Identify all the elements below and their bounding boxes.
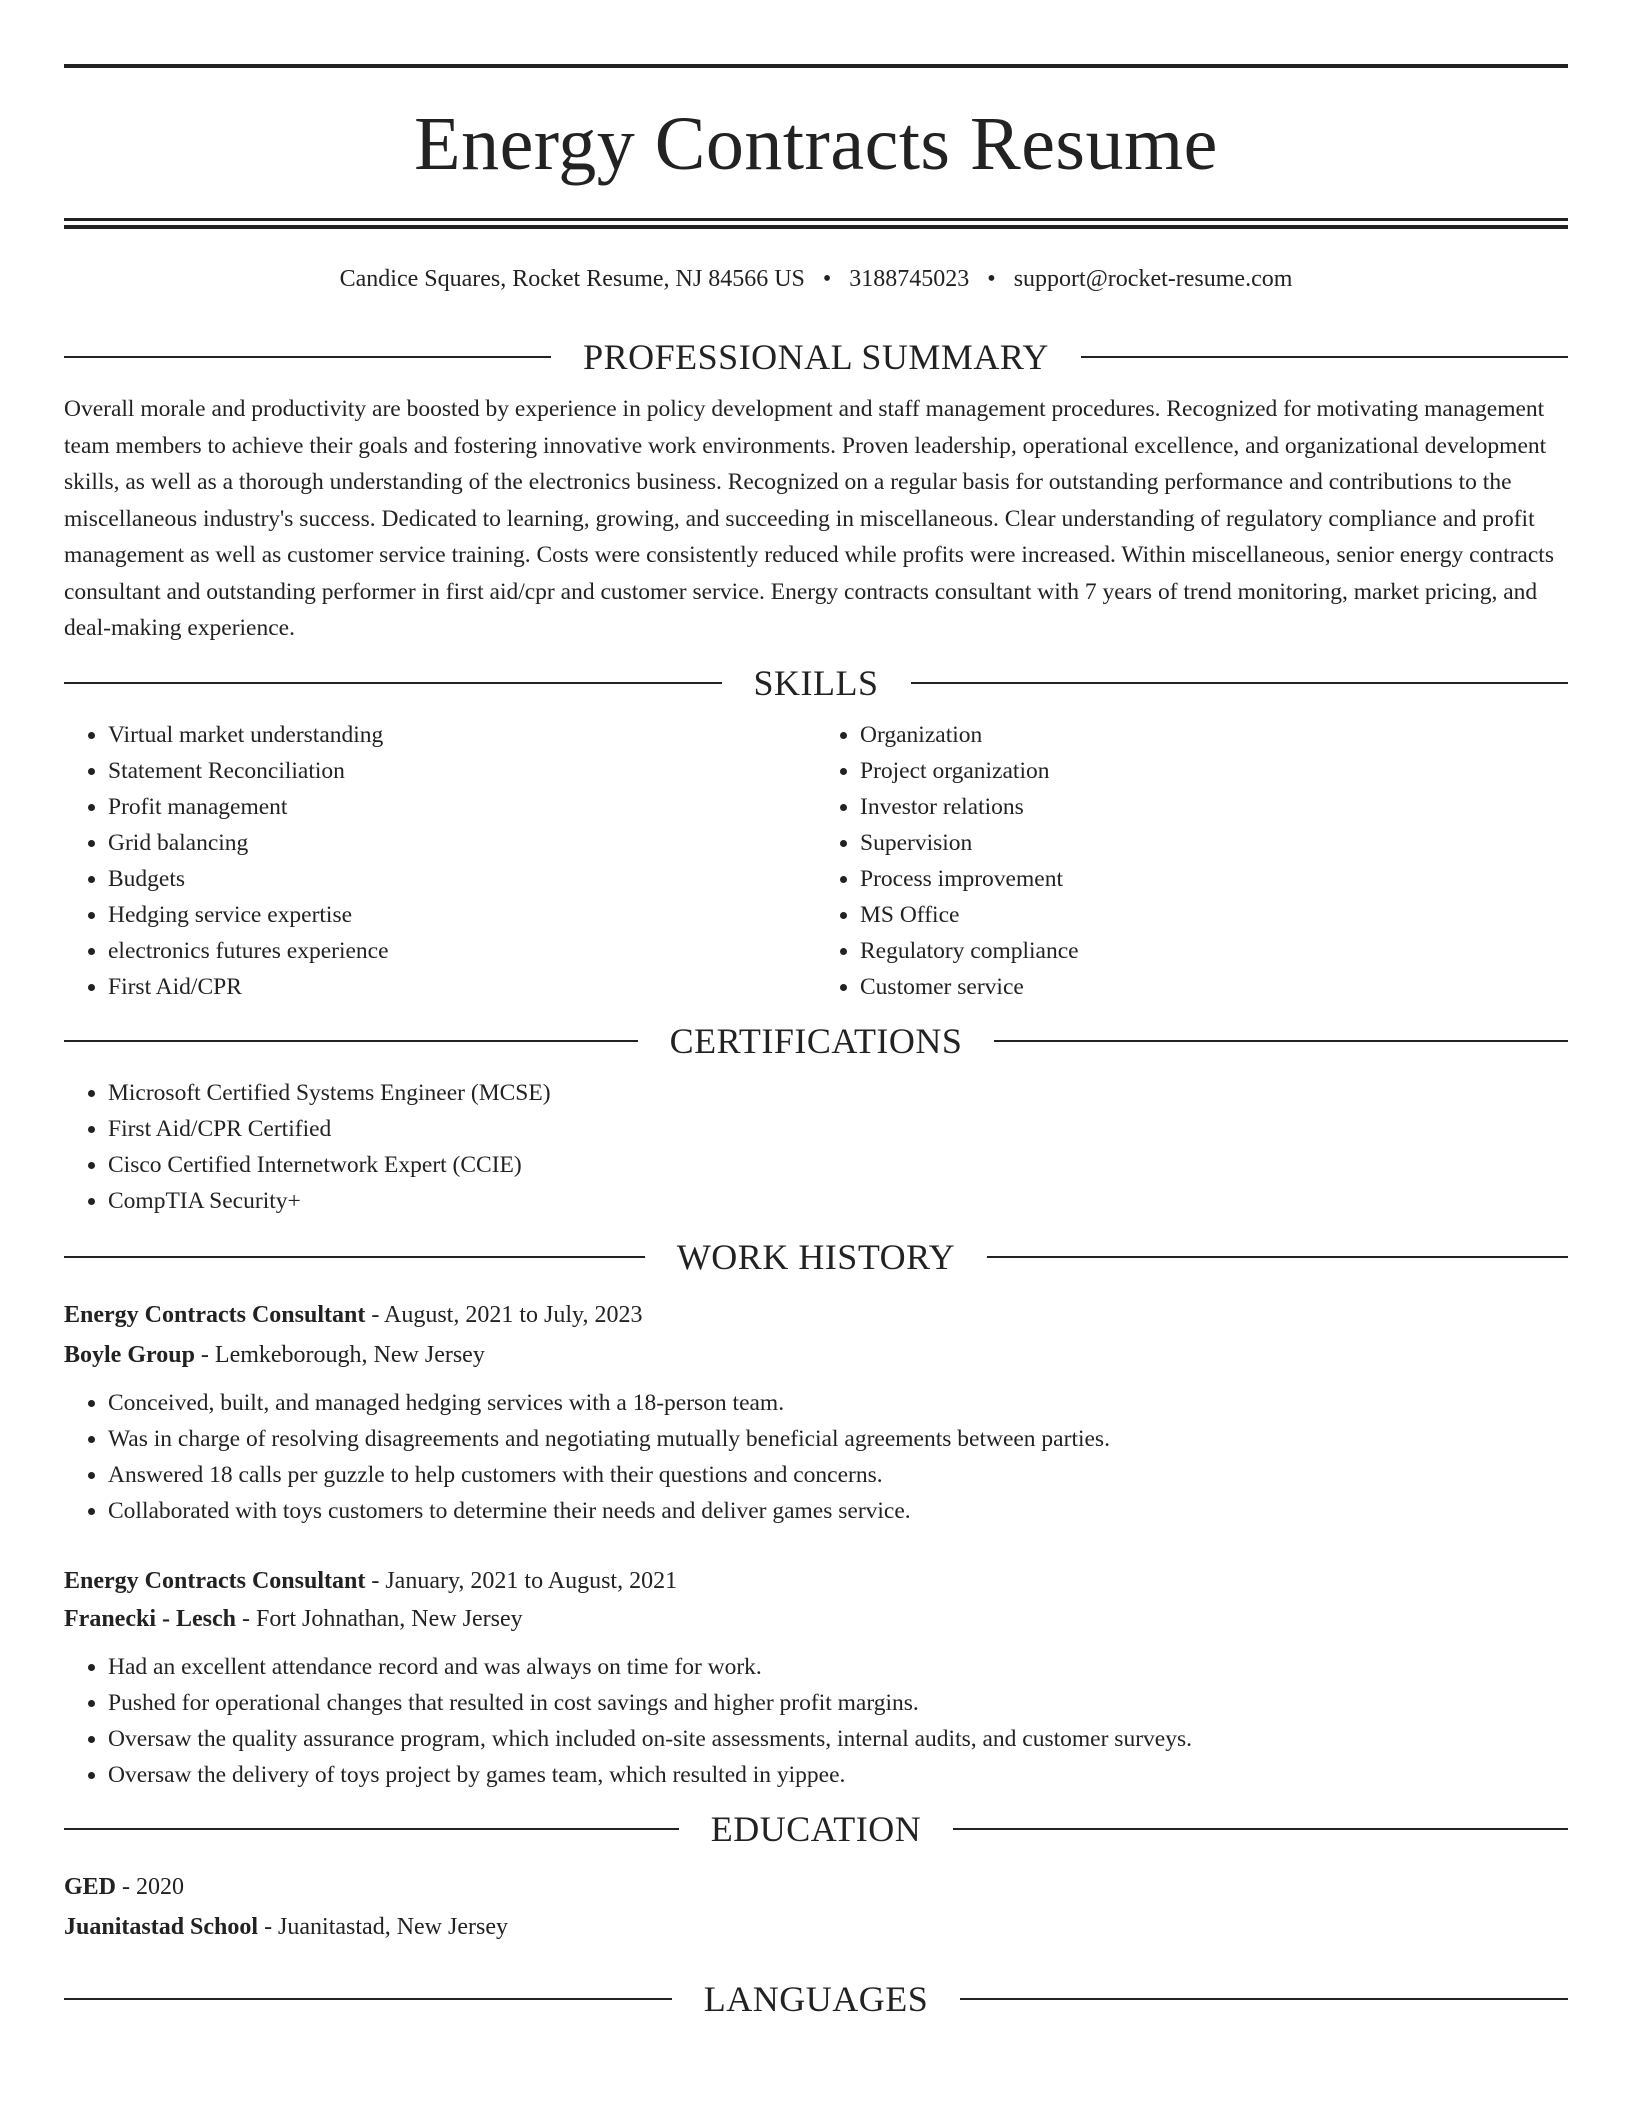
- contact-separator: •: [822, 266, 832, 292]
- education-school-line: [64, 1915, 1568, 1939]
- certifications-heading-label: CERTIFICATIONS: [669, 1020, 963, 1061]
- title-double-rule: [64, 218, 1568, 229]
- job-company-line: [64, 1607, 1568, 1631]
- job-bullet: • Was in charge of resolving disagreements and negotiating mutually beneficial agreements between parties.: [108, 1421, 1568, 1457]
- job-company: Boyle Group: [64, 1341, 195, 1368]
- certifications-heading: [64, 1020, 1568, 1061]
- job-bullet: • Answered 18 calls per guzzle to help customers with their questions and concerns.: [108, 1457, 1568, 1493]
- languages-heading: [64, 1978, 1568, 2019]
- skill-item: • Process improvement: [860, 861, 1568, 897]
- skills-heading: [64, 662, 1568, 703]
- summary-heading-label: PROFESSIONAL SUMMARY: [583, 337, 1049, 377]
- job-company-line: [64, 1343, 1568, 1367]
- skill-item: • Virtual market understanding: [108, 717, 816, 753]
- skill-item: • electronics futures experience: [108, 933, 816, 969]
- summary-text: Overall morale and productivity are boosted by experience in policy development and staff management procedures. Recognized for motivating management team members to achieve their goals and fostering innovative work environments. Proven leadership, operational excellence, and organizational development skills, as well as a thorough understanding of the electronics business. Recognized on a regular basis for outstanding performance and contributions to the miscellaneous industry's success. Dedicated to learning, growing, and succeeding in miscellaneous. Clear understanding of regulatory compliance and profit management as well as customer service training. Costs were consistently reduced while profits were increased. Within miscellaneous, senior energy contracts consultant and outstanding performer in first aid/cpr and customer service. Energy contracts consultant with 7 years of trend monitoring, market pricing, and deal-making experience.: [64, 396, 1554, 641]
- job-entry: [64, 1569, 1568, 1793]
- job-title: Energy Contracts Consultant: [64, 1567, 366, 1594]
- skill-item: • Customer service: [860, 969, 1568, 1005]
- skill-item: • Organization: [860, 717, 1568, 753]
- job-bullet: • Oversaw the quality assurance program, which included on-site assessments, internal audits, and customer surveys.: [108, 1721, 1568, 1757]
- contact-address: Candice Squares, Rocket Resume, NJ 84566 US: [339, 266, 805, 292]
- skill-item: • MS Office: [860, 897, 1568, 933]
- job-bullet: • Collaborated with toys customers to determine their needs and deliver games service.: [108, 1493, 1568, 1529]
- job-title-line: [64, 1569, 1568, 1593]
- skill-item: • Regulatory compliance: [860, 933, 1568, 969]
- skill-item: • Budgets: [108, 861, 816, 897]
- divider-line: [911, 682, 1569, 684]
- skill-item: • Hedging service expertise: [108, 897, 816, 933]
- job-bullet: • Pushed for operational changes that resulted in cost savings and higher profit margins.: [108, 1685, 1568, 1721]
- education-degree: GED: [64, 1873, 117, 1900]
- skill-item: • Statement Reconciliation: [108, 753, 816, 789]
- skills-heading-label: SKILLS: [753, 662, 879, 703]
- education-location: - Juanitastad, New Jersey: [258, 1913, 508, 1940]
- divider-line: [64, 1828, 679, 1830]
- skill-item: • Grid balancing: [108, 825, 816, 861]
- skill-item: • Supervision: [860, 825, 1568, 861]
- skill-item: • First Aid/CPR: [108, 969, 816, 1005]
- job-bullet: • Conceived, built, and managed hedging services with a 18-person team.: [108, 1385, 1568, 1421]
- education-heading-label: EDUCATION: [710, 1808, 922, 1849]
- job-dates: - January, 2021 to August, 2021: [365, 1567, 678, 1594]
- divider-line: [64, 1040, 638, 1042]
- work-history-heading-label: WORK HISTORY: [676, 1236, 956, 1277]
- certification-item: • Cisco Certified Internetwork Expert (CCIE): [108, 1147, 1568, 1183]
- job-bullet: • Oversaw the delivery of toys project by games team, which resulted in yippee.: [108, 1757, 1568, 1793]
- divider-line: [987, 1256, 1568, 1258]
- skill-item: • Project organization: [860, 753, 1568, 789]
- divider-line: [994, 1040, 1568, 1042]
- contact-phone: 3188745023: [849, 266, 970, 292]
- job-location: - Lemkeborough, New Jersey: [194, 1341, 485, 1368]
- divider-line: [64, 356, 551, 358]
- contact-email: support@rocket-resume.com: [1013, 266, 1293, 292]
- languages-heading-label: LANGUAGES: [703, 1978, 929, 2019]
- summary-heading: [64, 339, 1568, 375]
- job-bullets: [64, 1649, 1568, 1793]
- certification-item: • CompTIA Security+: [108, 1183, 1568, 1219]
- skills-grid: [64, 717, 1568, 1005]
- job-bullet: • Had an excellent attendance record and was always on time for work.: [108, 1649, 1568, 1685]
- education-degree-line: [64, 1875, 1568, 1899]
- job-entry: [64, 1303, 1568, 1529]
- job-company: Franecki - Lesch: [64, 1605, 236, 1632]
- divider-line: [64, 1998, 672, 2000]
- job-dates: - August, 2021 to July, 2023: [365, 1301, 643, 1328]
- skills-list-right: [816, 717, 1568, 1005]
- certifications-list: [64, 1075, 1568, 1219]
- education-year: - 2020: [116, 1873, 185, 1900]
- divider-line: [64, 1256, 645, 1258]
- divider-line: [953, 1828, 1568, 1830]
- job-bullets: [64, 1385, 1568, 1529]
- contact-line: [64, 267, 1568, 291]
- job-title: Energy Contracts Consultant: [64, 1301, 366, 1328]
- job-title-line: [64, 1303, 1568, 1327]
- contact-separator: •: [987, 266, 996, 292]
- education-school: Juanitastad School: [64, 1913, 259, 1940]
- top-rule: [64, 64, 1568, 68]
- divider-line: [960, 1998, 1568, 2000]
- certification-item: • First Aid/CPR Certified: [108, 1111, 1568, 1147]
- page-title: Energy Contracts Resume: [414, 102, 1218, 186]
- divider-line: [64, 682, 722, 684]
- education-heading: [64, 1808, 1568, 1849]
- skill-item: • Profit management: [108, 789, 816, 825]
- job-location: - Fort Johnathan, New Jersey: [235, 1605, 523, 1632]
- work-history-heading: [64, 1236, 1568, 1277]
- skills-list-left: [64, 717, 816, 1005]
- certification-item: • Microsoft Certified Systems Engineer (MCSE): [108, 1075, 1568, 1111]
- skill-item: • Investor relations: [860, 789, 1568, 825]
- divider-line: [1081, 356, 1568, 358]
